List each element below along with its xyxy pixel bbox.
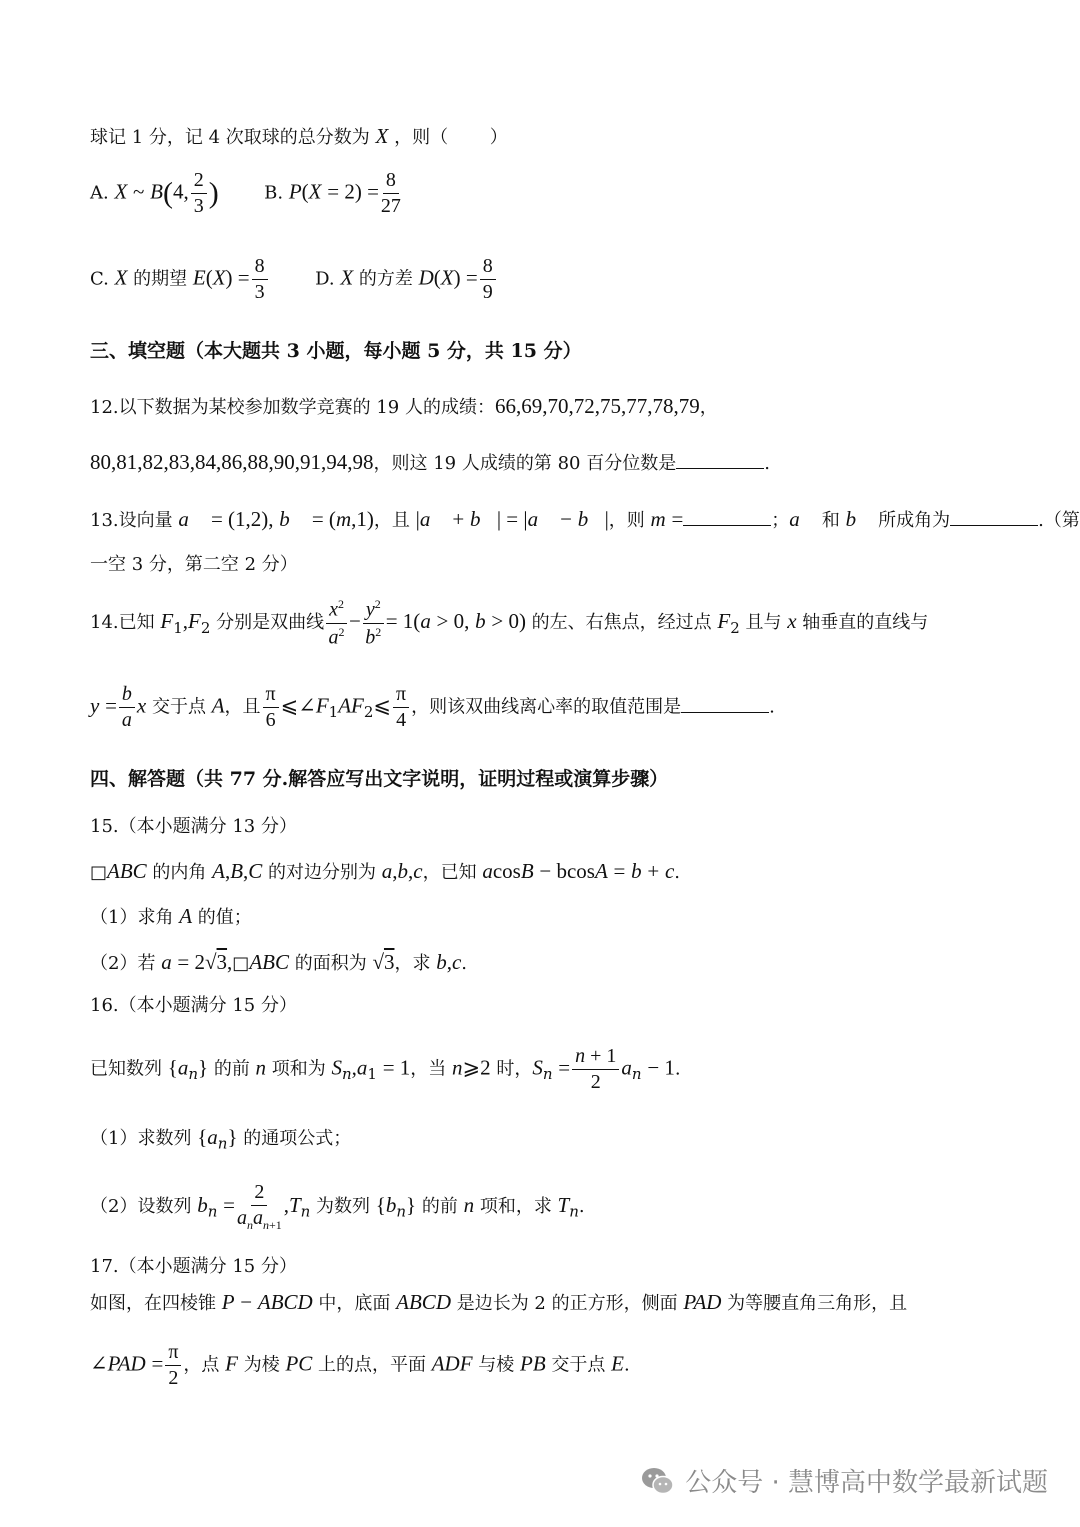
q15-head: 15.（本小题满分 13 分） [90,816,297,837]
q11-options-ab: A. X ~ B(4, $\frac{2}{3}$ ) B. P(X = 2) = $\frac{8}{27}$ [90,169,401,217]
q17-line2: ∠PAD = $\frac{\pi}{2}$ ，点 F 为棱 PC 上的点，平面 ADF 与棱 PB 交于点 E. [90,1341,630,1389]
q13-line2: 一空 3 分，第二空 2 分） [90,554,298,575]
q16-head: 16.（本小题满分 15 分） [90,995,297,1016]
q16-stem: 已知数列 $\{a_n\}$ 的前 n 项和为 $S_n,a_1 = 1$，当 n⩾2 时，$S_n$ = $\frac{n + 1}{2}$ $a_n - 1$. [90,1045,681,1093]
q14-answer-blank[interactable] [681,698,769,713]
q15-stem: □ABC 的内角 A,B,C 的对边分别为 a,b,c，已知 acosB − bcosA = b + c. [90,859,680,883]
watermark [641,1462,1048,1499]
q12-answer-blank[interactable] [676,454,764,469]
section3-title: 三、填空题（本大题共 3 小题，每小题 5 分，共 15 分） [90,340,582,362]
q13-line1: 13.设向量 a⃗ = (1,2), b⃗ = (m,1)，且 |a⃗ + b⃗| = |a⃗ − b⃗|，则 m = ；a⃗ 和 b⃗ 所成角为 .（第 [90,507,1080,531]
q13-answer-blank-2[interactable] [950,511,1038,526]
q17-line1: 如图，在四棱锥 P − ABCD 中，底面 ABCD 是边长为 2 的正方形，侧面 PAD 为等腰直角三角形，且 [90,1290,908,1314]
q13-answer-blank-1[interactable] [683,511,771,526]
q11-tail: 球记 1 分，记 4 次取球的总分数为 X ，则（ ） [90,124,508,148]
q17-head: 17.（本小题满分 15 分） [90,1256,297,1277]
q15-part1: （1）求角 A 的值； [90,904,252,928]
q14-line2: y = $\frac{b}{a}$ x 交于点 A，且 $\frac{\pi}{6}$ $⩽\angle F_1AF_2⩽$ $\frac{\pi}{4}$ ，则该双曲线离心率的取值范围是 . [90,683,775,731]
q15-part2: （2）若 a = 2√3,□ABC 的面积为 √3，求 b,c. [90,950,468,974]
q14-line1: 14.已知 $F_1,F_2$ 分别是双曲线 $\frac{x^2}{a^2}$ − $\frac{y^2}{b^2}$ = 1(a > 0, b > 0) 的左、右焦点，经过点 $F_2$ 且与 x 轴垂直的直线与 [90,597,929,649]
q16-part2: （2）设数列 $b_n$ = $\frac{2}{a_na_{n+1}}$ $,T_n$ 为数列 $\{b_n\}$ 的前 n 项和，求 $T_n$. [90,1181,585,1232]
q12-line1: 12.以下数据为某校参加数学竞赛的 19 人的成绩：66,69,70,72,75,77,78,79， [90,394,718,418]
watermark-text: 公众号 · 慧博高中数学最新试题 [685,1468,1048,1498]
wechat-icon [641,1466,675,1496]
q16-part1: （1）求数列 $\{a_n\}$ 的通项公式； [90,1125,352,1153]
section4-title: 四、解答题（共 77 分.解答应写出文字说明，证明过程或演算步骤） [90,768,669,790]
q12-line2: 80,81,82,83,84,86,88,90,91,94,98，则这 19 人成绩的第 80 百分位数是 . [90,450,770,474]
q11-options-cd: C. X 的期望 E(X) = $\frac{8}{3}$ D. X 的方差 D(X) = $\frac{8}{9}$ [90,256,498,303]
